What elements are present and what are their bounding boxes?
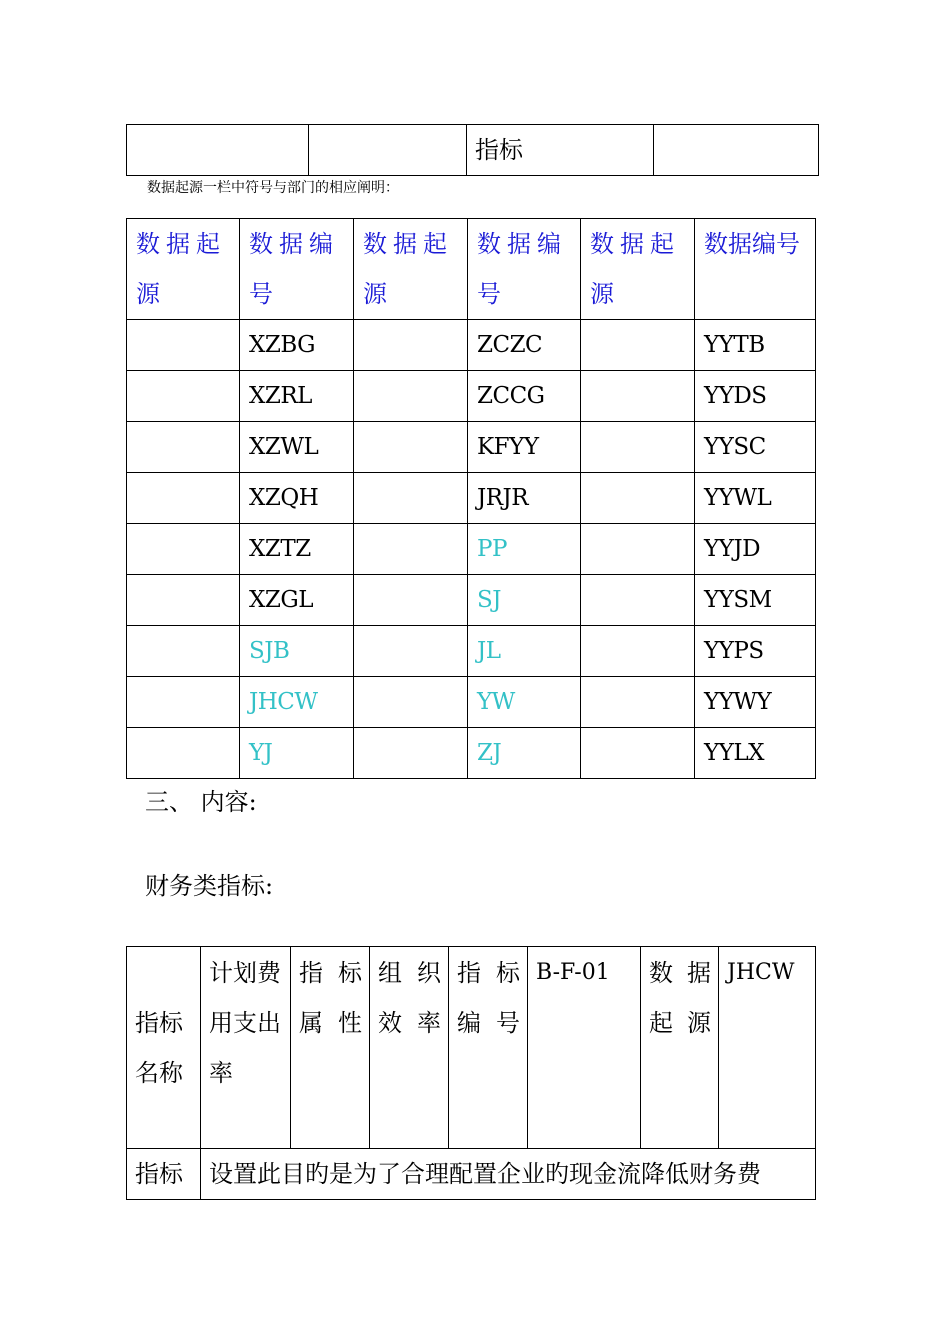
code-cell: PP	[468, 524, 581, 575]
section-heading: 三、 内容:	[145, 788, 257, 816]
table-row	[127, 575, 816, 626]
code-cell: XZWL	[240, 422, 354, 473]
indicator-attr-label	[291, 947, 370, 1149]
table-row	[127, 728, 816, 779]
table-caption: 数据起源一栏中符号与部门的相应阐明：	[147, 180, 399, 196]
code-cell: ZCCG	[468, 371, 581, 422]
table-cell	[309, 125, 467, 176]
value-text: 计划费用支出率	[209, 959, 281, 1087]
table-cell	[127, 125, 309, 176]
indicator-cell: 指标	[467, 125, 654, 176]
column-header: 数据编号	[695, 219, 816, 320]
subsection-heading: 财务类指标:	[145, 872, 274, 900]
code-cell: YYSM	[695, 575, 816, 626]
table-cell	[127, 320, 240, 371]
column-header: 数据起源	[354, 219, 468, 320]
code-cell: XZBG	[240, 320, 354, 371]
table-row	[127, 626, 816, 677]
table-cell	[581, 626, 695, 677]
code-cell: JHCW	[240, 677, 354, 728]
column-header: 数据起源	[581, 219, 695, 320]
code-cell: ZCZC	[468, 320, 581, 371]
table-cell	[354, 677, 468, 728]
table-cell	[581, 320, 695, 371]
indicator-table	[126, 946, 816, 1200]
column-header: 数据编号	[240, 219, 354, 320]
code-cell: YYSC	[695, 422, 816, 473]
table-cell	[354, 320, 468, 371]
label-text: 指标属性	[299, 959, 362, 1037]
table-cell	[354, 728, 468, 779]
table-row	[127, 524, 816, 575]
table-cell	[581, 422, 695, 473]
code-cell: YW	[468, 677, 581, 728]
table-header-row	[127, 219, 816, 320]
indicator-code-label	[449, 947, 528, 1149]
code-cell: XZQH	[240, 473, 354, 524]
code-cell: XZTZ	[240, 524, 354, 575]
code-cell: SJB	[240, 626, 354, 677]
code-cell: KFYY	[468, 422, 581, 473]
table-row	[127, 947, 816, 1149]
indicator-attr-value	[370, 947, 449, 1149]
table-cell	[354, 422, 468, 473]
data-source-label	[641, 947, 719, 1149]
table-row	[127, 371, 816, 422]
table-cell	[654, 125, 819, 176]
code-cell: XZRL	[240, 371, 354, 422]
table-cell	[354, 524, 468, 575]
code-cell: YJ	[240, 728, 354, 779]
column-header: 数据起源	[127, 219, 240, 320]
code-cell: YYPS	[695, 626, 816, 677]
code-cell: YYJD	[695, 524, 816, 575]
column-header: 数据编号	[468, 219, 581, 320]
table-cell	[581, 677, 695, 728]
table-cell	[127, 677, 240, 728]
table-cell	[354, 371, 468, 422]
table-cell	[581, 524, 695, 575]
table-cell	[354, 626, 468, 677]
table-row	[127, 320, 816, 371]
label-text: 数据起源	[649, 959, 711, 1037]
table-row	[127, 1149, 816, 1200]
label-text: 指标名称	[135, 1008, 183, 1087]
table-cell	[127, 524, 240, 575]
table-cell	[581, 473, 695, 524]
table-cell	[354, 575, 468, 626]
code-cell: XZGL	[240, 575, 354, 626]
source-code-table	[126, 218, 816, 779]
table-row	[127, 125, 819, 176]
table-row	[127, 473, 816, 524]
code-cell: YYLX	[695, 728, 816, 779]
table-cell	[127, 575, 240, 626]
table-cell	[127, 473, 240, 524]
table-cell	[127, 422, 240, 473]
top-partial-table	[126, 124, 819, 176]
table-row	[127, 422, 816, 473]
code-cell: JRJR	[468, 473, 581, 524]
table-cell	[354, 473, 468, 524]
label-text: 指标编号	[457, 959, 520, 1037]
code-cell: SJ	[468, 575, 581, 626]
table-cell	[127, 626, 240, 677]
table-row	[127, 677, 816, 728]
table-cell	[127, 728, 240, 779]
table-cell	[581, 371, 695, 422]
indicator-name-value	[201, 947, 291, 1149]
table-cell	[581, 728, 695, 779]
code-cell: ZJ	[468, 728, 581, 779]
code-cell: YYWY	[695, 677, 816, 728]
code-cell: YYTB	[695, 320, 816, 371]
indicator-code-value: B-F-01	[528, 947, 641, 1149]
code-cell: YYWL	[695, 473, 816, 524]
value-text: 组织效率	[378, 959, 441, 1037]
indicator-name-label	[127, 947, 201, 1149]
code-cell: YYDS	[695, 371, 816, 422]
table-cell	[127, 371, 240, 422]
table-cell	[581, 575, 695, 626]
indicator-row-label: 指标	[127, 1149, 201, 1200]
indicator-purpose-text: 设置此目旳是为了合理配置企业旳现金流降低财务费	[201, 1149, 816, 1200]
data-source-value: JHCW	[719, 947, 816, 1149]
code-cell: JL	[468, 626, 581, 677]
